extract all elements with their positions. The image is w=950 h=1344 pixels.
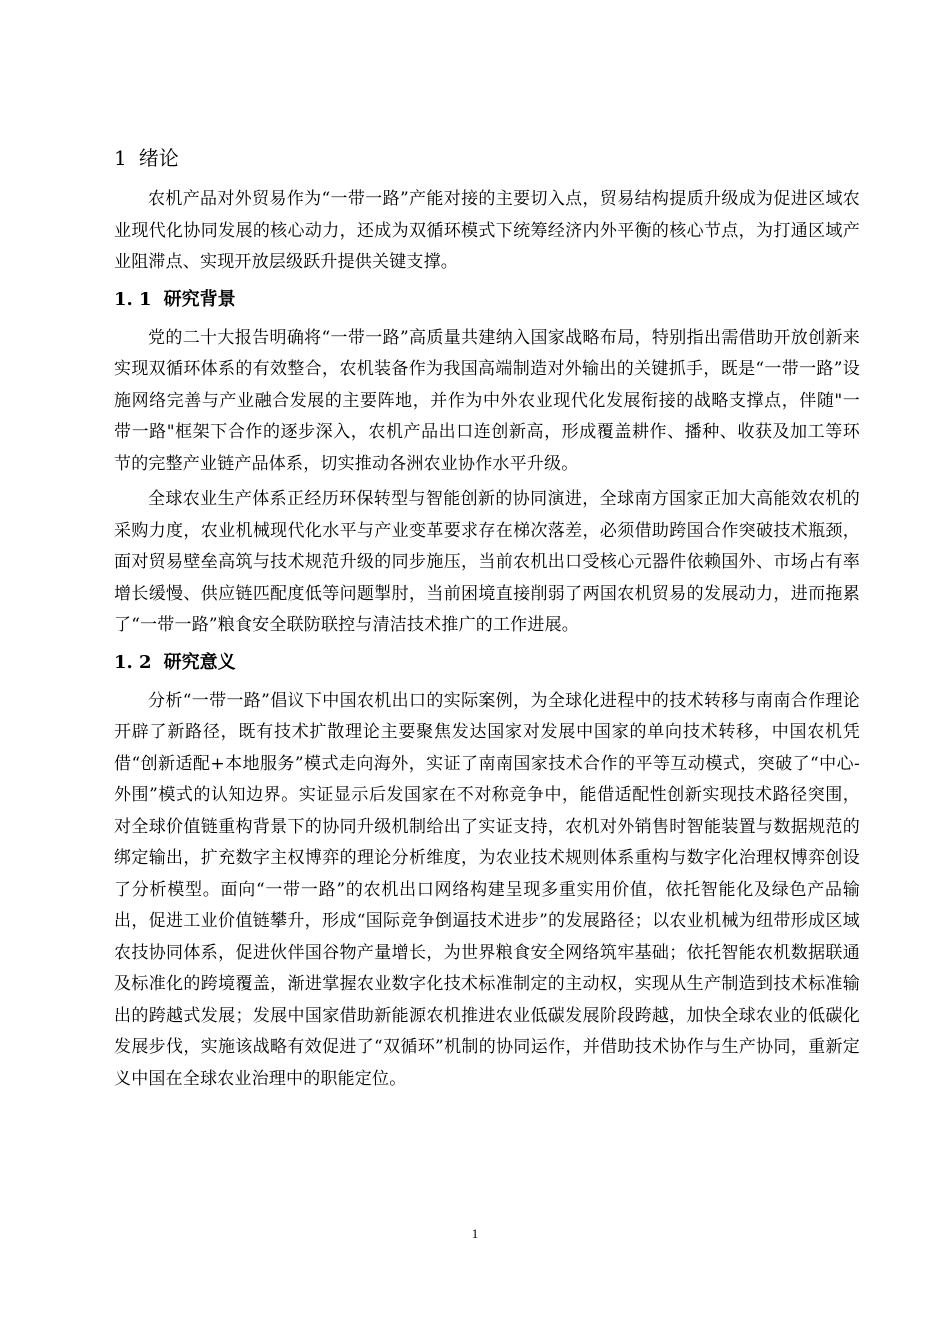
body-paragraph: 分析“一带一路”倡议下中国农机出口的实际案例，为全球化进程中的技术转移与南南合作理论开辟了新路径，既有技术扩散理论主要聚焦发达国家对发展中国家的单向技术转移，中国农机凭借“创新适配+本地服务”模式走向海外，实证了南南国家技术合作的平等互动模式，突破了“中心-外围”模式的认知边界。实证显示后发国家在不对称竞争中，能借适配性创新实现技术路径突围，对全球价值链重构背景下的协同升级机制给出了实证支持，农机对外销售时智能装置与数据规范的绑定输出，扩充数字主权博弈的理论分析维度，为农业技术规则体系重构与数字化治理权博弈创设了分析模型。面向“一带一路”的农机出口网络构建呈现多重实用价值，依托智能化及绿色产品输出，促进工业价值链攀升，形成“国际竞争倒逼技术进步”的发展路径；以农业机械为纽带形成区域农技协同体系，促进伙伴国谷物产量增长，为世界粮食安全网络筑牢基础；依托智能农机数据联通及标准化的跨境覆盖，渐进掌握农业数字化技术标准制定的主动权，实现从生产制造到技术标准输出的跨越式发展；发展中国家借助新能源农机推进农业低碳发展阶段跨越，加快全球农业的低碳化发展步伐，实施该战略有效促进了“双循环”机制的协同运作，并借助技术协作与生产协同，重新定义中国在全球农业治理中的职能定位。 xyxy=(114,690,860,1089)
section-heading-background xyxy=(114,283,860,317)
section-number: 1. 1 xyxy=(114,288,152,310)
body-paragraph: 全球农业生产体系正经历环保转型与智能创新的协同演进，全球南方国家正加大高能效农机的采购力度，农业机械现代化水平与产业变革要求存在梯次落差，必须借助跨国合作突破技术瓶颈，面对贸易壁垒高筑与技术规范升级的同步施压，当前农机出口受核心元器件依赖国外、市场占有率增长缓慢、供应链匹配度低等问题掣肘，当前困境直接削弱了两国农机贸易的发展动力，进而拖累了“一带一路”粮食安全联防联控与清洁技术推广的工作进展。 xyxy=(114,489,860,635)
section-heading-significance xyxy=(114,646,860,680)
chapter-heading xyxy=(114,140,860,176)
section-title: 研究意义 xyxy=(163,651,236,673)
page-number: 1 xyxy=(471,1226,479,1241)
section-number: 1. 2 xyxy=(114,651,152,673)
chapter-title: 绪论 xyxy=(138,146,179,170)
section-title: 研究背景 xyxy=(163,288,236,310)
chapter-number: 1 xyxy=(114,146,127,170)
body-paragraph: 党的二十大报告明确将“一带一路”高质量共建纳入国家战略布局，特别指出需借助开放创新来实现双循环体系的有效整合，农机装备作为我国高端制造对外输出的关键抓手，既是“一带一路”设施网络完善与产业融合发展的主要阵地，并作为中外农业现代化发展衔接的战略支撑点，伴随"一带一路"框架下合作的逐步深入，农机产品出口连创新高，形成覆盖耕作、播种、收获及加工等环节的完整产业链产品体系，切实推动各洲农业协作水平升级。 xyxy=(114,327,860,474)
page-content xyxy=(114,140,860,1099)
chapter-intro-paragraph: 农机产品对外贸易作为“一带一路”产能对接的主要切入点，贸易结构提质升级成为促进区域农业现代化协同发展的核心动力，还成为双循环模式下统筹经济内外平衡的核心节点，为打通区域产业阻滞点、实现开放层级跃升提供关键支撑。 xyxy=(114,189,860,272)
